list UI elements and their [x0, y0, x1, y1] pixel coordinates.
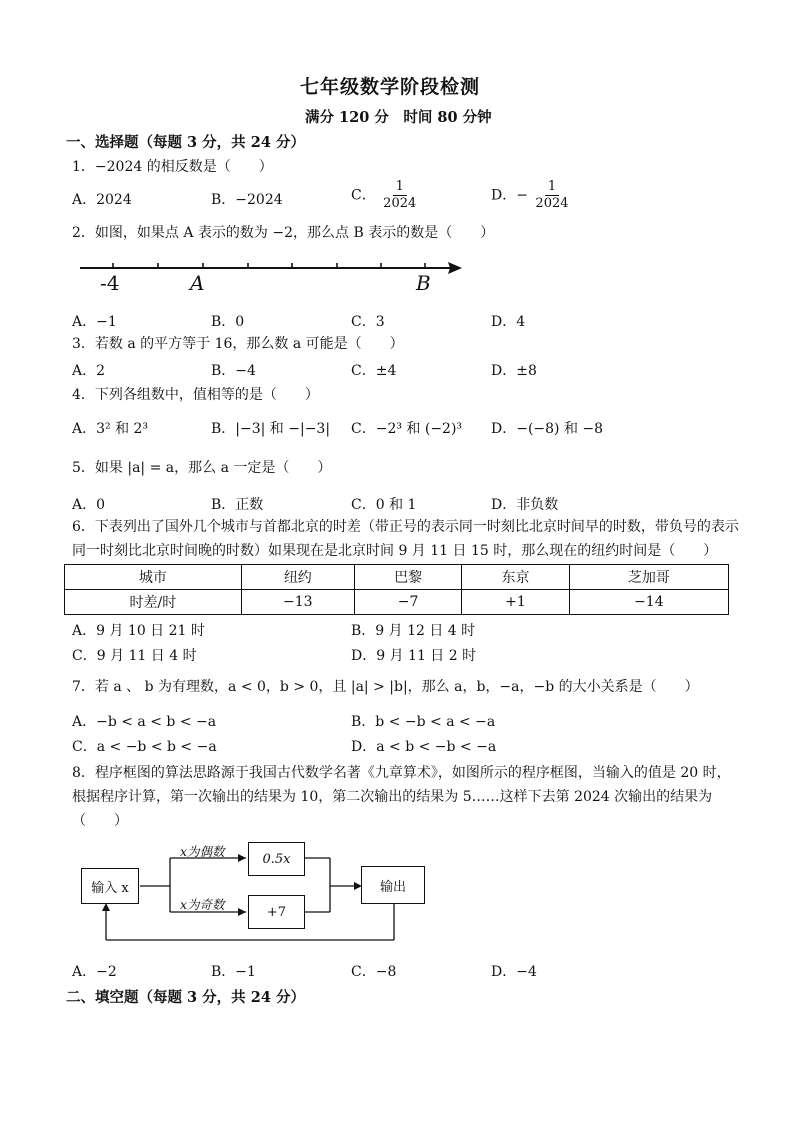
flow-input-box: 输入 x [81, 868, 139, 904]
table-cell: 城市 [65, 565, 242, 590]
q7-option-b: B．b < −b < a < −a [351, 714, 496, 730]
table-cell: −14 [569, 590, 728, 615]
page-title: 七年级数学阶段检测 [300, 76, 481, 98]
table-cell: 东京 [462, 565, 569, 590]
question-6-stem: 6．下表列出了国外几个城市与首都北京的时差（带正号的表示同一时刻比北京时间早的时数，带负号的表示同一时刻比北京时间晚的时数）如果现在是北京时间 9 月 11 日 15 时，那么现在的纽约时间是（ ） [72, 519, 739, 559]
question-7-stem: 7．若 a 、 b 为有理数，a < 0，b > 0，且 |a| > |b|，那么 a，b，−a，−b 的大小关系是（ ） [72, 679, 699, 695]
q5-option-b: B．正数 [211, 497, 264, 513]
section-heading-fill-blank: 二、填空题（每题 3 分，共 24 分） [66, 989, 305, 1006]
table-cell: +1 [462, 590, 569, 615]
table-cell: −13 [241, 590, 354, 615]
q2-option-b: B．0 [211, 314, 245, 330]
question-4-stem: 4．下列各组数中，值相等的是（ ） [72, 387, 319, 403]
q1-option-c-fraction [380, 179, 419, 212]
q8-option-c: C．−8 [351, 964, 397, 980]
q3-option-a: A．2 [72, 363, 106, 379]
q5-option-a: A．0 [72, 497, 106, 513]
q7-option-d: D．a < b < −b < −a [351, 739, 497, 755]
flow-odd-label: x为奇数 [180, 897, 225, 912]
number-line-label-b: B [416, 271, 431, 295]
q3-option-b: B．−4 [211, 363, 256, 379]
q6-option-d: D．9 月 11 日 2 时 [351, 648, 477, 664]
q1-option-d [491, 179, 572, 212]
number-line-figure [78, 258, 468, 278]
table-cell: 巴黎 [354, 565, 461, 590]
flow-odd-box: +7 [248, 895, 305, 929]
q8-option-d: D．−4 [491, 964, 537, 980]
q1-option-d-fraction [532, 179, 571, 212]
question-3-stem: 3．若数 a 的平方等于 16，那么数 a 可能是（ ） [72, 336, 404, 352]
q1-d-numerator: 1 [545, 179, 559, 196]
q4-option-d: D．−(−8) 和 −8 [491, 421, 604, 437]
q1-option-c-prefix: C． [351, 187, 376, 204]
q1-d-denominator: 2024 [535, 196, 569, 211]
q6-option-c: C．9 月 11 日 4 时 [72, 648, 197, 664]
question-1-stem: 1．−2024 的相反数是（ ） [72, 159, 273, 175]
q2-option-d: D．4 [491, 314, 526, 330]
flow-even-label: x为偶数 [180, 844, 225, 859]
question-2-stem: 2．如图，如果点 A 表示的数为 −2，那么点 B 表示的数是（ ） [72, 225, 495, 241]
page-subtitle: 满分 120 分 时间 80 分钟 [305, 109, 492, 126]
q2-option-c: C．3 [351, 314, 385, 330]
q5-option-d: D．非负数 [491, 497, 559, 513]
table-row [65, 565, 729, 590]
q1-c-numerator: 1 [393, 179, 407, 196]
time-difference-table [64, 564, 729, 615]
q4-option-b: B．|−3| 和 −|−3| [211, 421, 331, 437]
flow-output-box: 输出 [361, 866, 425, 904]
q1-c-denominator: 2024 [383, 196, 417, 211]
q7-option-c: C．a < −b < b < −a [72, 739, 217, 755]
q8-option-b: B．−1 [211, 964, 256, 980]
q8-option-a: A．−2 [72, 964, 117, 980]
q4-option-a: A．3² 和 2³ [72, 421, 149, 437]
q1-option-c [351, 179, 419, 212]
q6-option-b: B．9 月 12 日 4 时 [351, 623, 476, 639]
number-line-label-a: A [190, 271, 205, 295]
table-cell: 芝加哥 [569, 565, 728, 590]
q1-option-b: B．−2024 [211, 192, 283, 208]
q3-option-d: D．±8 [491, 363, 537, 379]
section-heading-choice: 一、选择题（每题 3 分，共 24 分） [66, 134, 305, 151]
q6-option-a: A．9 月 10 日 21 时 [72, 623, 205, 639]
q3-option-c: C．±4 [351, 363, 397, 379]
table-cell: 时差/时 [65, 590, 242, 615]
q5-option-c: C．0 和 1 [351, 497, 417, 513]
question-5-stem: 5．如果 |a| = a，那么 a 一定是（ ） [72, 460, 332, 476]
table-row [65, 590, 729, 615]
q1-option-d-prefix: D．− [491, 187, 528, 204]
table-cell: −7 [354, 590, 461, 615]
q4-option-c: C．−2³ 和 (−2)³ [351, 421, 463, 437]
q2-option-a: A．−1 [72, 314, 117, 330]
flow-even-box: 0.5x [248, 842, 305, 876]
q1-option-a: A．2024 [72, 192, 132, 208]
q7-option-a: A．−b < a < b < −a [72, 714, 217, 730]
table-cell: 纽约 [241, 565, 354, 590]
question-8-stem: 8．程序框图的算法思路源于我国古代数学名著《九章算术》，如图所示的程序框图，当输入的值是 20 时，根据程序计算，第一次输出的结果为 10，第二次输出的结果为 5……这样下去第 2024 次输出的结果为（ ） [72, 765, 731, 829]
number-line-label-minus4: -4 [100, 271, 120, 295]
